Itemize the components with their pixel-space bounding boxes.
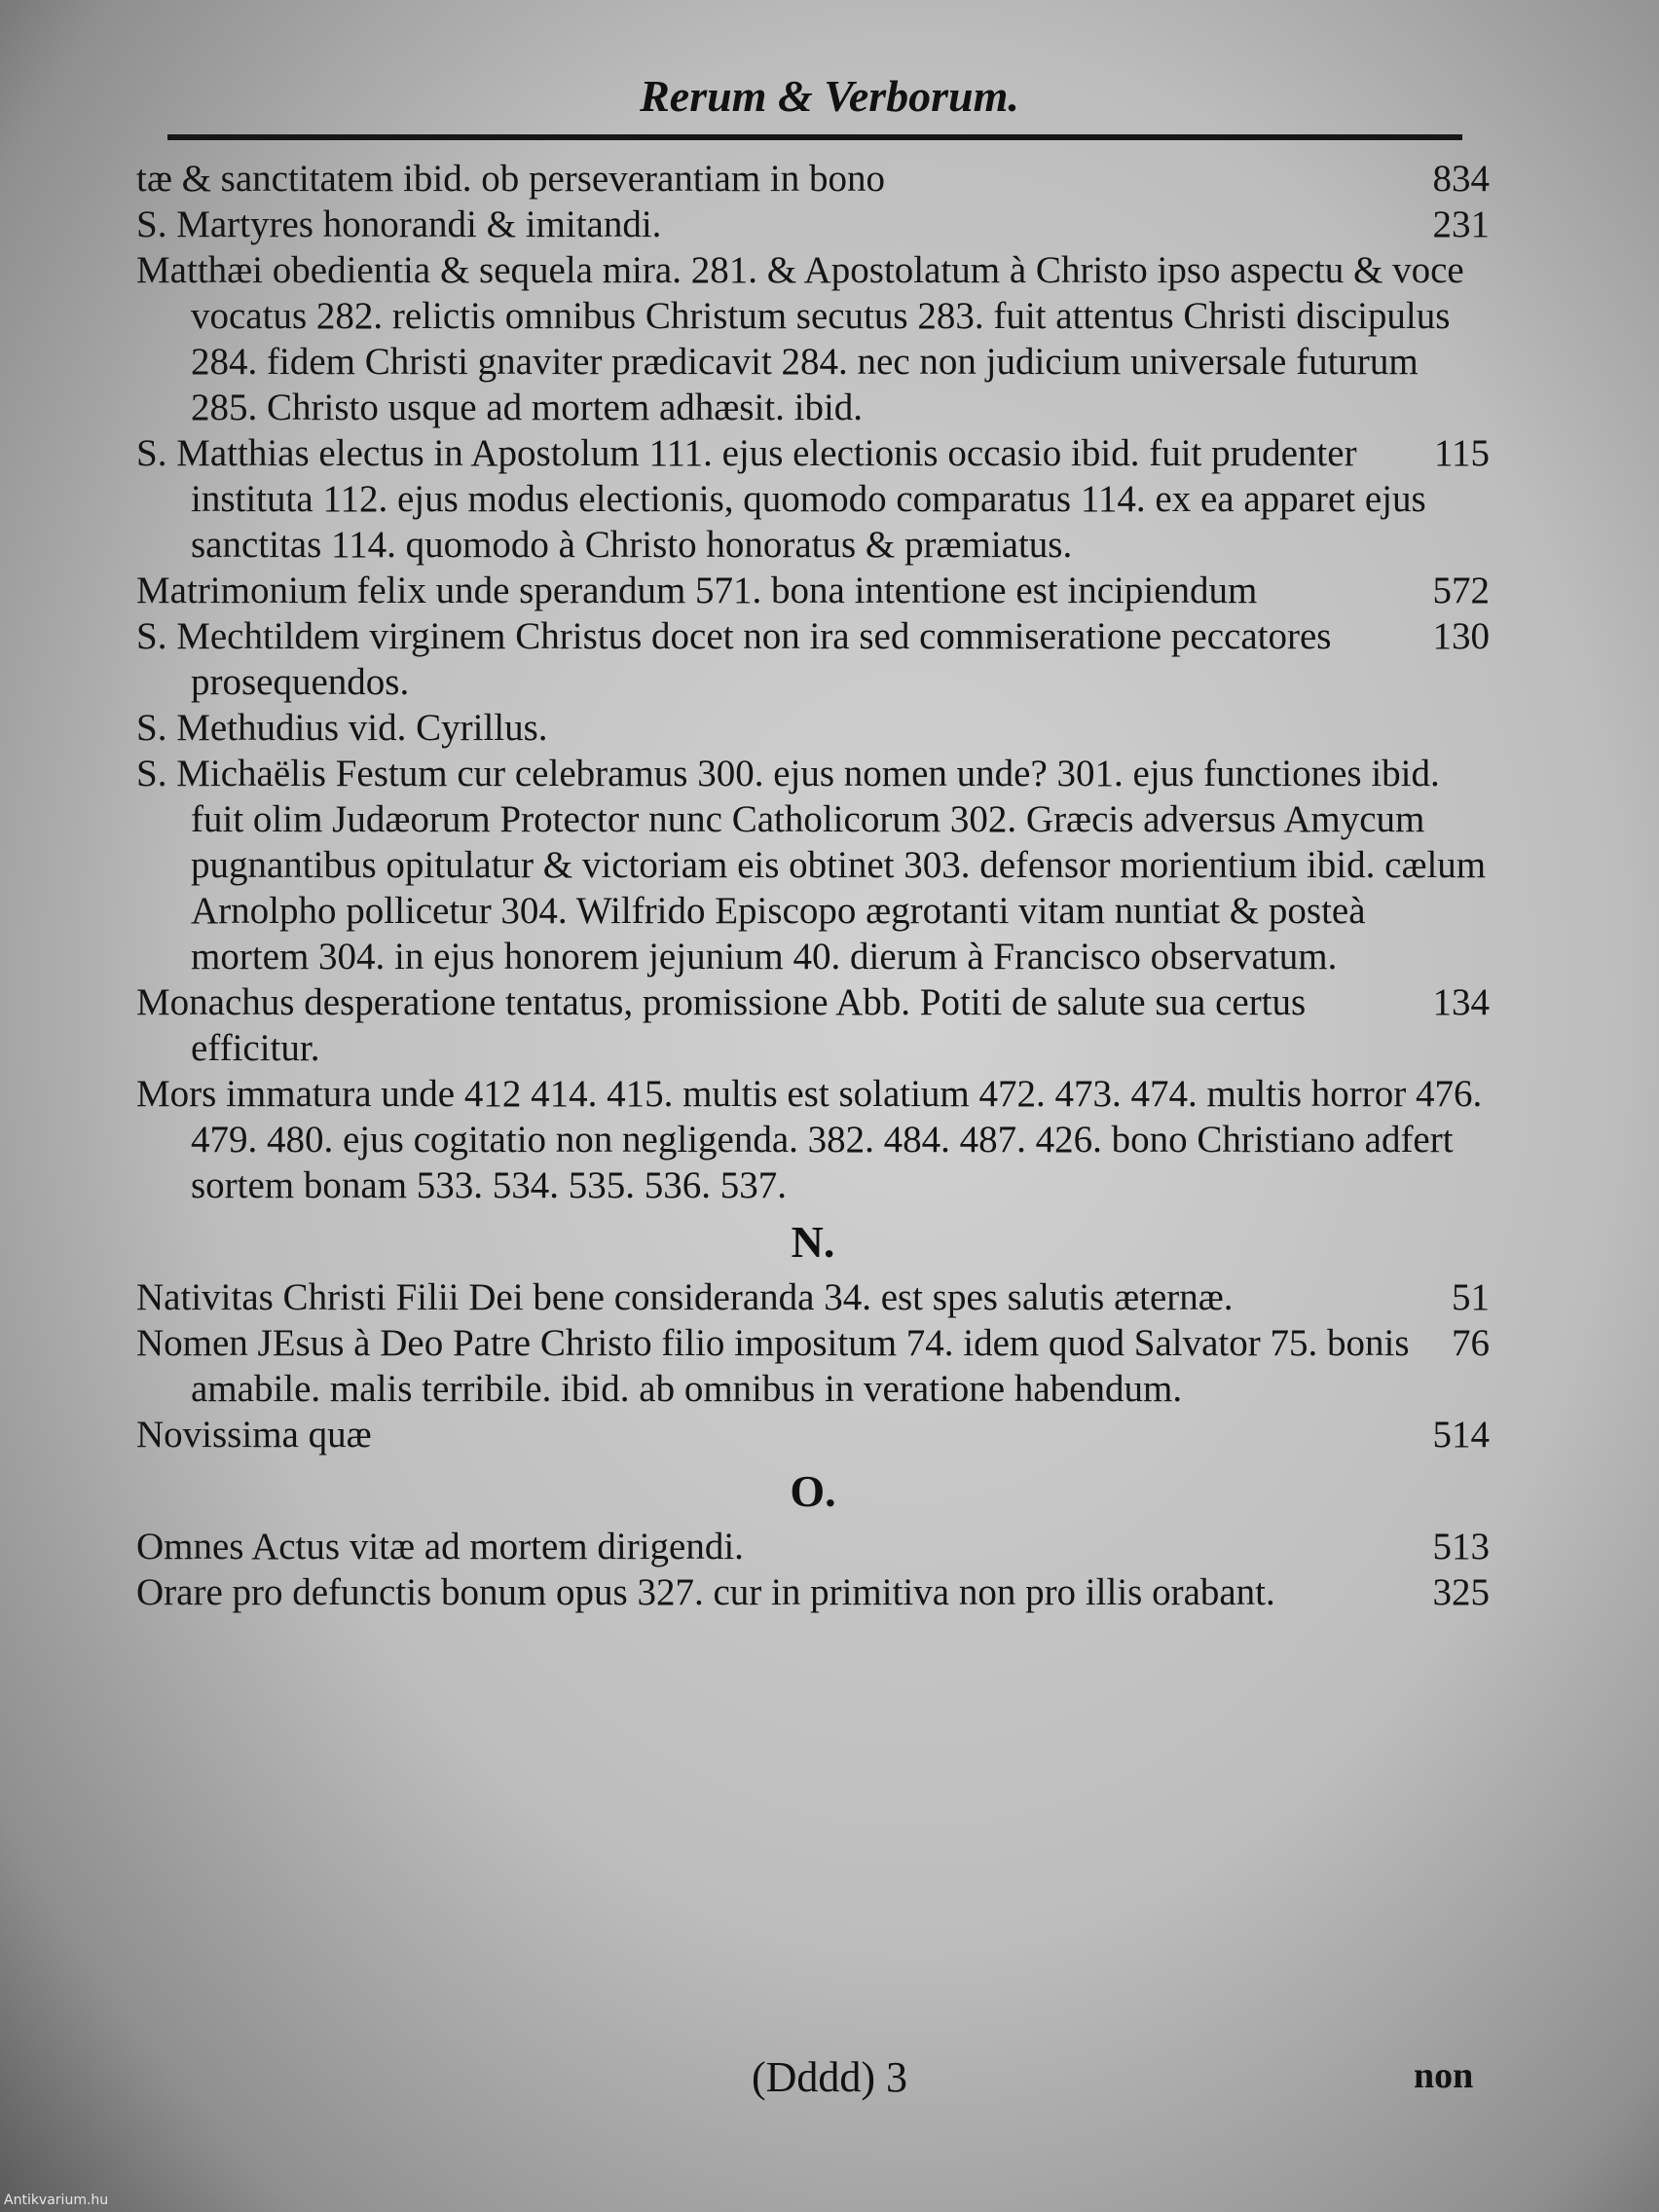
entry-page: 325 [1432,1571,1490,1613]
entry-text: Novissima quæ [136,1414,372,1456]
index-entry [136,705,1490,751]
entry-text: tæ & sanctitatem ibid. ob perseverantiam in bono [136,158,885,200]
index-entry [136,751,1490,979]
entry-text: S. Mechtildem virginem Christus docet non ira sed commiseratione peccatores prosequendos. [136,615,1332,703]
catchword: non [1414,2055,1474,2096]
watermark: Antikvarium.hu [4,2193,109,2208]
entry-page: 51 [1452,1276,1490,1318]
entry-text: Matthæi obedientia & sequela mira. 281. & Apostolatum à Christo ipso aspectu & voce vocatus 282. relictis omnibus Christum secutus 283. fuit attentus Christi discipulus 284. fidem Christi gnaviter prædicavit 284. nec non judicium universale futurum 285. Christo usque ad mortem adhæsit. ibid. [136,249,1464,428]
index-entry [136,1320,1490,1412]
entry-page: 513 [1432,1526,1490,1567]
entry-text: Orare pro defunctis bonum opus 327. cur in primitiva non pro illis orabant. [136,1571,1275,1613]
index-entry [136,1524,1490,1569]
entry-text: S. Matthias electus in Apostolum 111. ejus electionis occasio ibid. fuit prudenter instituta 112. ejus modus electionis, quomodo comparatus 114. ex ea apparet ejus sanctitas 114. quomodo à Christo honoratus & præmiatus. [136,432,1426,566]
entry-page: 134 [1432,981,1490,1023]
entry-text: S. Michaëlis Festum cur celebramus 300. ejus nomen unde? 301. ejus functiones ibid. fuit olim Judæorum Protector nunc Catholicorum 302. Græcis adversus Amycum pugnantibus opitulatur & victoriam eis obtinet 303. defensor morientium ibid. cælum Arnolpho pollicetur 304. Wilfrido Episcopo ægrotanti vitam nuntiat & posteà mortem 304. in ejus honorem jejunium 40. dierum à Francisco observatum. [136,753,1487,977]
section-letter-o: O. [790,1466,836,1516]
entry-text: Matrimonium felix unde sperandum 571. bona intentione est incipiendum [136,570,1258,611]
index-entry [136,156,1490,202]
entry-text: Monachus desperatione tentatus, promissione Abb. Potiti de salute sua certus efficitur. [136,981,1307,1069]
index-entry [136,202,1490,247]
entry-page: 76 [1452,1322,1490,1364]
running-header: Rerum & Verborum. [640,71,1019,121]
index-entry [136,1412,1490,1457]
index-entry [136,979,1490,1071]
entry-text: S. Methudius vid. Cyrillus. [136,707,548,749]
index-body [136,156,1490,1615]
index-entry [136,613,1490,705]
signature-mark: (Dddd) 3 [751,2053,908,2101]
header-rule [167,134,1462,140]
entry-text: Nomen JEsus à Deo Patre Christo filio impositum 74. idem quod Salvator 75. bonis amabile. malis terribile. ibid. ab omnibus in veratione habendum. [136,1322,1410,1410]
entry-text: Nativitas Christi Filii Dei bene consideranda 34. est spes salutis æternæ. [136,1276,1234,1318]
index-entry [136,1569,1490,1615]
entry-page: 834 [1432,158,1490,200]
entry-page: 130 [1432,615,1490,657]
entry-page: 231 [1432,203,1490,245]
entry-text: Mors immatura unde 412 414. 415. multis est solatium 472. 473. 474. multis horror 476. 479. 480. ejus cogitatio non negligenda. 382. 484. 487. 426. bono Christiano adfert sortem bonam 533. 534. 535. 536. 537. [136,1073,1483,1206]
index-entry [136,1071,1490,1208]
entry-text: S. Martyres honorandi & imitandi. [136,203,662,245]
index-entry [136,247,1490,430]
entry-page: 572 [1432,570,1490,611]
index-entry [136,430,1490,568]
section-letter-n: N. [791,1217,835,1267]
entry-text: Omnes Actus vitæ ad mortem dirigendi. [136,1526,744,1567]
entry-page: 514 [1432,1414,1490,1456]
index-entry [136,1274,1490,1320]
index-entry [136,568,1490,613]
entry-page: 115 [1433,432,1490,474]
